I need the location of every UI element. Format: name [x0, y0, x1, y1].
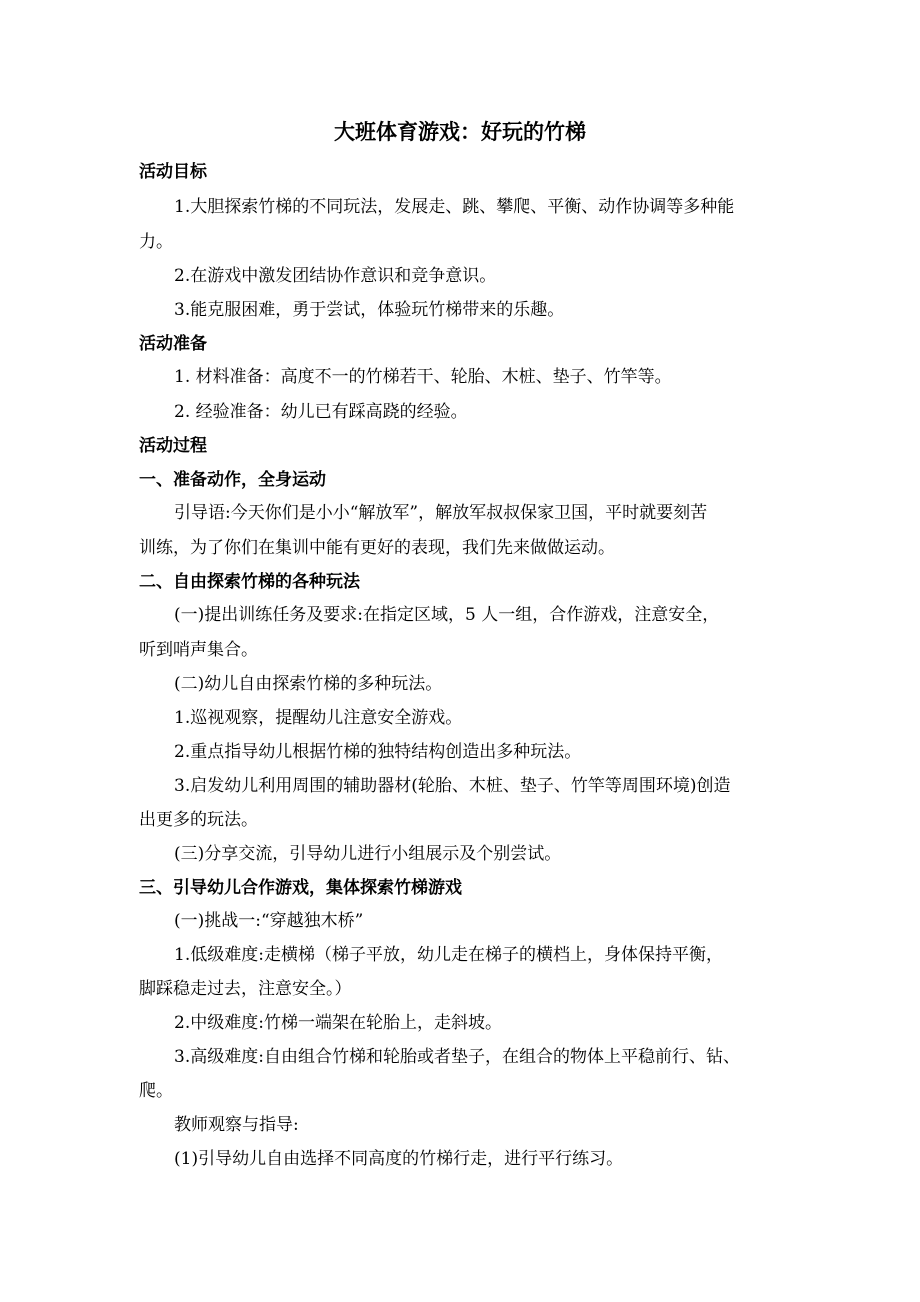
part1-heading: 一、准备动作，全身运动	[139, 470, 326, 490]
part2-item1: 1.巡视观察，提醒幼儿注意安全游戏。	[174, 708, 463, 728]
teacher-guidance-item1: (1)引导幼儿自由选择不同高度的竹梯行走，进行平行练习。	[174, 1149, 624, 1169]
goal-item-2: 2.在游戏中激发团结协作意识和竞争意识。	[174, 266, 497, 286]
part2-item3: 3.启发幼儿利用周围的辅助器材(轮胎、木桩、垫子、竹竿等周围环境)创造	[174, 776, 731, 796]
part2-item3-cont: 出更多的玩法。	[139, 810, 258, 830]
prep-item-2: 2. 经验准备：幼儿已有踩高跷的经验。	[174, 402, 468, 422]
part1-para-cont: 训练，为了你们在集训中能有更好的表现，我们先来做做运动。	[139, 538, 615, 558]
part2-step2: (二)幼儿自由探索竹梯的多种玩法。	[174, 674, 443, 694]
goal-item-3: 3.能克服困难，勇于尝试，体验玩竹梯带来的乐趣。	[174, 300, 565, 320]
part3-level1: 1.低级难度:走横梯（梯子平放，幼儿走在梯子的横档上，身体保持平衡，	[174, 945, 723, 965]
teacher-guidance-label: 教师观察与指导:	[174, 1115, 299, 1135]
part2-heading: 二、自由探索竹梯的各种玩法	[139, 572, 360, 592]
prep-item-1: 1. 材料准备：高度不一的竹梯若干、轮胎、木桩、垫子、竹竿等。	[174, 367, 672, 387]
goals-heading: 活动目标	[139, 162, 207, 182]
part3-level3-cont: 爬。	[139, 1081, 173, 1101]
prep-heading: 活动准备	[139, 334, 207, 354]
part3-level1-cont: 脚踩稳走过去，注意安全。）	[139, 979, 352, 999]
part1-para: 引导语:今天你们是小小“解放军”，解放军叔叔保家卫国，平时就要刻苦	[174, 503, 708, 523]
process-heading: 活动过程	[139, 436, 207, 456]
part3-level2: 2.中级难度:竹梯一端架在轮胎上，走斜坡。	[174, 1013, 502, 1033]
part2-step3: (三)分享交流，引导幼儿进行小组展示及个别尝试。	[174, 844, 562, 864]
part3-challenge1: (一)挑战一:“穿越独木桥”	[174, 911, 364, 931]
part2-step1-cont: 听到哨声集合。	[139, 640, 258, 660]
document-title: 大班体育游戏：好玩的竹梯	[334, 120, 586, 144]
goal-item-1-cont: 力。	[139, 232, 173, 252]
part2-step1: (一)提出训练任务及要求:在指定区域，5 人一组，合作游戏，注意安全，	[174, 605, 720, 625]
part3-heading: 三、引导幼儿合作游戏，集体探索竹梯游戏	[139, 878, 462, 898]
goal-item-1: 1.大胆探索竹梯的不同玩法，发展走、跳、攀爬、平衡、动作协调等多种能	[174, 197, 735, 217]
part2-item2: 2.重点指导幼儿根据竹梯的独特结构创造出多种玩法。	[174, 742, 582, 762]
part3-level3: 3.高级难度:自由组合竹梯和轮胎或者垫子，在组合的物体上平稳前行、钻、	[174, 1047, 740, 1067]
